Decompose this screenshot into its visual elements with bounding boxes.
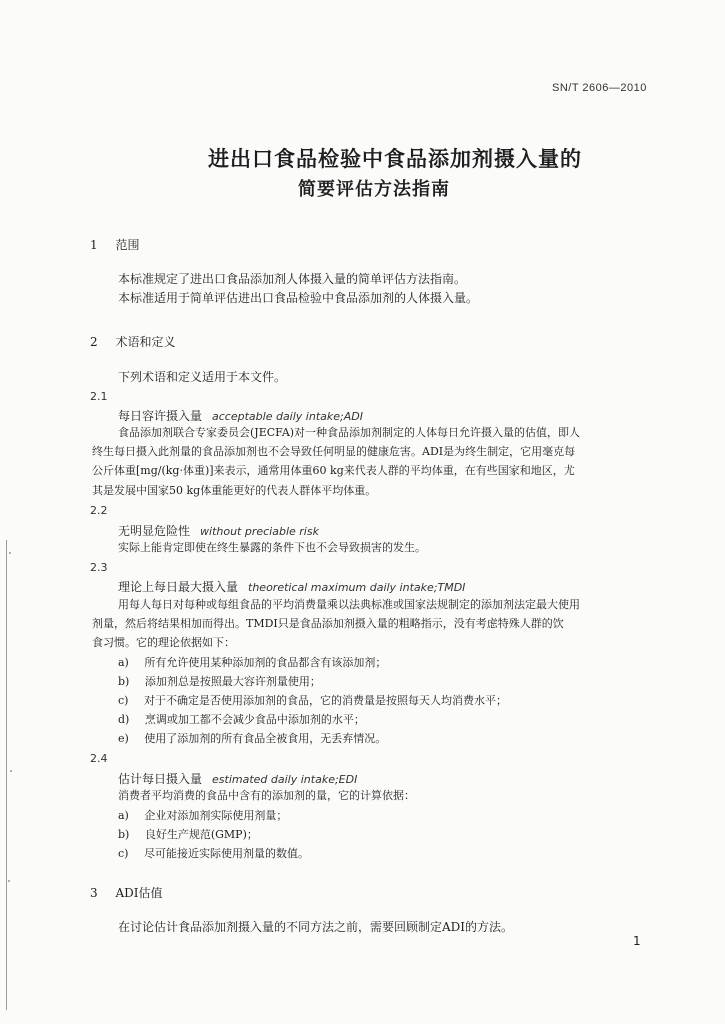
term-2-3 [118, 578, 465, 595]
term-english: estimated daily intake;EDI [212, 773, 358, 786]
section-2-heading [90, 333, 175, 350]
clause-number: 2.1 [90, 390, 108, 403]
list-marker: b) [118, 828, 130, 841]
clause-number: 2.3 [90, 561, 108, 574]
definition-line: 食习惯。它的理论依据如下： [92, 636, 235, 649]
list-text: 对于不确定是否使用添加剂的食品，它的消费量是按照每天人均消费水平； [143, 694, 507, 707]
section-2-intro: 下列术语和定义适用于本文件。 [118, 370, 287, 384]
list-item [118, 713, 365, 727]
list-text: 企业对添加剂实际使用剂量； [144, 809, 288, 822]
list-item [118, 809, 287, 823]
list-text: 所有允许使用某种添加剂的食品都含有该添加剂； [144, 656, 387, 669]
list-marker: d) [118, 713, 130, 726]
definition-line: 终生每日摄入此剂量的食品添加剂也不会导致任何明显的健康危害。ADI是为终生制定，它用毫克每 [92, 445, 576, 458]
scan-speck [9, 552, 11, 554]
section-1-heading [90, 236, 139, 253]
definition-line: 实际上能肯定即使在终生暴露的条件下也不会导致损害的发生。 [118, 541, 426, 554]
list-text: 添加剂总是按照最大容许剂量使用； [144, 675, 321, 688]
scan-edge-line [6, 540, 7, 1010]
definition-line: 食品添加剂联合专家委员会(JECFA)对一种食品添加剂制定的人体每日允许摄入量的估值，即人 [118, 426, 581, 439]
document-title-line-1: 进出口食品检验中食品添加剂摄入量的 [208, 146, 582, 171]
list-marker: a) [118, 656, 129, 669]
term-chinese: 无明显危险性 [118, 524, 191, 538]
list-item [118, 675, 321, 689]
clause-number: 2.2 [90, 504, 108, 517]
scan-speck [8, 880, 10, 882]
list-marker: c) [118, 694, 129, 707]
list-text: 尽可能接近实际使用剂量的数值。 [143, 847, 309, 860]
list-item [118, 847, 309, 861]
list-item [118, 732, 386, 746]
definition-line: 公斤体重[mg/(kg·体重)]来表示，通常用体重60 kg来代表人群的平均体重，在有些国家和地区，尤 [92, 464, 575, 477]
definition-line: 用每人每日对每种或每组食品的平均消费量乘以法典标准或国家法规制定的添加剂法定最大使用 [118, 598, 580, 611]
section-title: 范围 [115, 238, 140, 252]
list-text: 烹调或加工都不会减少食品中添加剂的水平； [144, 713, 365, 726]
section-1-line: 本标准规定了进出口食品添加剂人体摄入量的简单评估方法指南。 [118, 272, 467, 286]
term-english: theoretical maximum daily intake;TMDI [248, 581, 466, 594]
list-item [118, 828, 258, 842]
section-number: 2 [90, 335, 98, 349]
page-number: 1 [633, 934, 641, 948]
term-chinese: 理论上每日最大摄入量 [118, 580, 239, 594]
section-title: 术语和定义 [115, 335, 176, 349]
term-2-1 [118, 407, 363, 424]
term-chinese: 估计每日摄入量 [118, 772, 203, 786]
document-title-line-2: 简要评估方法指南 [298, 179, 450, 200]
list-marker: b) [118, 675, 130, 688]
section-3-line: 在讨论估计食品添加剂摄入量的不同方法之前，需要回顾制定ADI的方法。 [118, 920, 514, 934]
section-number: 1 [90, 238, 98, 252]
clause-number: 2.4 [90, 752, 108, 765]
section-title: ADI估值 [115, 886, 163, 900]
list-item [118, 694, 507, 708]
list-item [118, 656, 386, 670]
list-text: 使用了添加剂的所有食品全被食用，无丢弃情况。 [144, 732, 387, 745]
scan-speck [10, 770, 12, 772]
term-2-2 [118, 522, 319, 539]
list-marker: c) [118, 847, 129, 860]
term-english: without preciable risk [200, 525, 319, 538]
term-chinese: 每日容许摄入量 [118, 409, 203, 423]
list-marker: a) [118, 809, 129, 822]
term-english: acceptable daily intake;ADI [212, 410, 363, 423]
section-number: 3 [90, 886, 98, 900]
list-marker: e) [118, 732, 129, 745]
definition-line: 剂量，然后将结果相加而得出。TMDI只是食品添加剂摄入量的粗略指示，没有考虑特殊人群的饮 [92, 617, 564, 630]
term-2-4 [118, 770, 357, 787]
section-1-line: 本标准适用于简单评估进出口食品检验中食品添加剂的人体摄入量。 [118, 291, 479, 305]
definition-line: 消费者平均消费的食品中含有的添加剂的量，它的计算依据： [118, 789, 415, 802]
section-3-heading [90, 884, 163, 901]
document-code: SN/T 2606—2010 [552, 82, 647, 94]
list-text: 良好生产规范(GMP)； [144, 828, 258, 841]
definition-line: 其是发展中国家50 kg体重能更好的代表人群体平均体重。 [92, 484, 377, 497]
